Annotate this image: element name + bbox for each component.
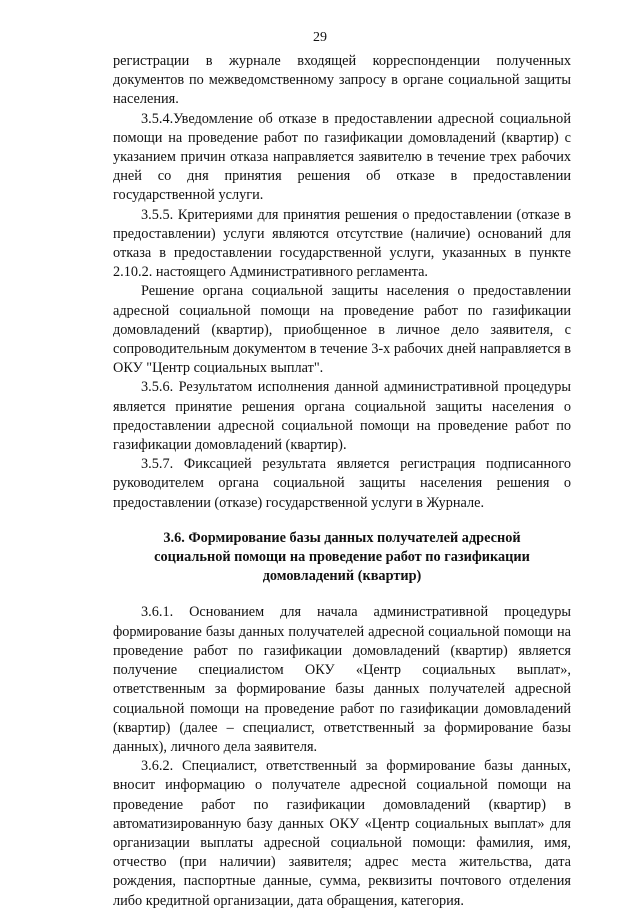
- paragraph-3-5-5: 3.5.5. Критериями для принятия решения о предоставлении (отказе в предоставлении) услуги являются отсутствие (наличие) оснований для отказа в предоставлении государственной услуги, указанных в пункте 2.10.2. настоящего Административного регламента.: [113, 206, 571, 281]
- heading-line: домовладений (квартир): [262, 568, 422, 585]
- paragraph-3-6-1: 3.6.1. Основанием для начала административной процедуры формирование базы данных получателей адресной социальной помощи на проведение работ по газификации домовладений (квартир) является получение специалистом ОКУ «Центр социальных выплат», ответственным за формирование базы данных получателей адресной социальной помощи на проведение работ по газификации домовладений (квартир) (далее – специалист, ответственный за формирование базы данных), личного дела заявителя.: [113, 604, 571, 755]
- paragraph-3-5-6: 3.5.6. Результатом исполнения данной административной процедуры является принятие решения органа социальной защиты населения о предоставлении адресной социальной помощи на проведение работ по газификации домовладений (квартир).: [113, 379, 571, 454]
- section-heading-3-6: [113, 513, 571, 604]
- paragraph-3-5-4: 3.5.4.Уведомление об отказе в предоставлении адресной социальной помощи на проведение работ по газификации домовладений (квартир) с указанием причин отказа направляется заявителю в течение трех рабочих дней со дня принятия решения об отказе в предоставлении государственной услуги.: [113, 110, 571, 204]
- heading-line: социальной помощи на проведение работ по газификации: [154, 549, 530, 566]
- paragraph-decision: Решение органа социальной защиты населения о предоставлении адресной социальной помощи на проведение работ по газификации домовладений (квартир), приобщенное в личное дело заявителя, с сопроводительным документом в течение 3-х рабочих дней направляется в ОКУ "Центр социальных выплат".: [113, 283, 571, 377]
- paragraph-3-5-7: 3.5.7. Фиксацией результата является регистрация подписанного руководителем органа социальной защиты населения решения о предоставлении (отказе) государственной услуги в Журнале.: [113, 456, 571, 511]
- page-number: 29: [313, 30, 327, 45]
- paragraph-continuation: регистрации в журнале входящей корреспонденции полученных документов по межведомственному запросу в органе социальной защиты населения.: [113, 53, 571, 108]
- document-body: [113, 52, 571, 911]
- paragraph-3-6-2: 3.6.2. Специалист, ответственный за формирование базы данных, вносит информацию о получателе адресной социальной помощи на проведение работ по газификации домовладений (квартир) в автоматизированную базу данных ОКУ «Центр социальных выплат» для организации выплаты адресной социальной помощи: фамилия, имя, отчество (при наличии) заявителя; адрес места жительства, дата рождения, паспортные данные, сумма, реквизиты почтового отделения либо кредитной организации, дата обращения, категория.: [113, 758, 571, 909]
- heading-line: 3.6. Формирование базы данных получателей адресной: [163, 529, 521, 546]
